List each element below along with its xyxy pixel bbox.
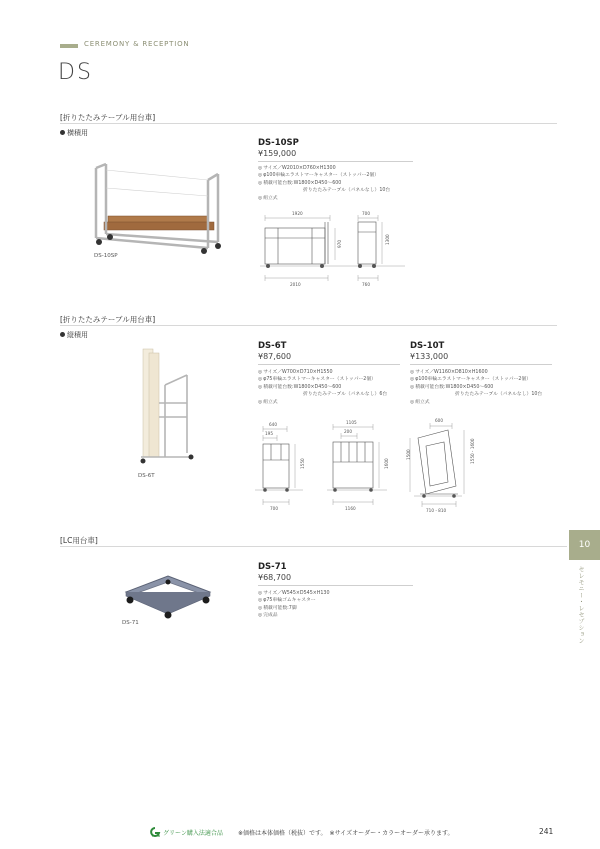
spec-line: ◎ φ100車輪エラストマーキャスター（ストッパー2個） xyxy=(258,172,390,179)
spec-line: ◎ φ75車輪ゴムキャスター xyxy=(258,597,330,604)
ds6t-price: ¥87,600 xyxy=(258,352,292,361)
dim-label: 760 xyxy=(362,282,370,287)
page-title: DS xyxy=(58,60,93,85)
ds71-code: DS-71 xyxy=(258,562,287,572)
section-rule-2 xyxy=(60,325,557,326)
dim-label: 195 xyxy=(265,431,273,436)
section-rule-1 xyxy=(60,123,557,124)
ds10sp-product-image xyxy=(90,160,235,255)
bullet-icon xyxy=(60,130,65,135)
ds71-price: ¥68,700 xyxy=(258,573,292,582)
ds10sp-dimension-diagram xyxy=(260,208,410,293)
dim-label: 1300 xyxy=(385,234,390,245)
green-purchase-icon xyxy=(148,827,162,837)
section-rule-3 xyxy=(60,546,567,547)
category-label: CEREMONY & RECEPTION xyxy=(84,40,190,48)
dim-label: 700 xyxy=(362,211,370,216)
chapter-tab: 10 xyxy=(569,530,600,560)
bullet-icon xyxy=(60,332,65,337)
spec-line: 折りたたみテーブル（パネルなし）6台 xyxy=(303,392,388,398)
spec-line: ◎ 積載可能台数:W1800×D450～600 xyxy=(258,384,387,391)
dim-label: 700 xyxy=(270,506,278,511)
sub-title-1 xyxy=(60,128,88,138)
dim-label: 600 xyxy=(435,418,443,423)
dim-label: 1600 xyxy=(384,458,389,469)
dim-label: 1550・1600 xyxy=(470,438,475,464)
green-purchase-label: グリーン購入法適合品 xyxy=(163,830,223,837)
ds10sp-code: DS-10SP xyxy=(258,138,299,148)
spec-line: ◎ サイズ／W2010×D760×H1300 xyxy=(258,165,390,172)
spec-rule xyxy=(258,364,400,365)
ds10sp-image-label: DS-10SP xyxy=(94,253,118,259)
spec-line: ◎ 積載可能台数:W1800×D450～600 xyxy=(258,180,390,187)
spec-line: ◎ φ75車輪エラストマーキャスター（ストッパー2個） xyxy=(258,376,387,383)
section-title-2: [折りたたみテーブル用台車] xyxy=(60,315,156,324)
ds10t-price: ¥133,000 xyxy=(410,352,449,361)
sub-title-text: 縦積用 xyxy=(67,331,88,339)
footer-note: ※価格は本体価格（税抜）です。 ※サイズオーダー・カラーオーダー承ります。 xyxy=(238,830,454,837)
spec-line: 折りたたみテーブル（パネルなし）10台 xyxy=(303,188,391,194)
dim-label: 1920 xyxy=(292,211,303,216)
spec-line: ◎ サイズ／W1160×D810×H1600 xyxy=(410,369,542,376)
dim-label: 1105 xyxy=(346,420,357,425)
sub-title-text: 横積用 xyxy=(67,129,88,137)
page-number: 241 xyxy=(539,827,554,836)
spec-rule xyxy=(410,364,552,365)
ds6t-image-label: DS-6T xyxy=(138,473,155,479)
spec-rule xyxy=(258,585,413,586)
dim-label: 2010 xyxy=(290,282,301,287)
dim-label: 1160 xyxy=(345,506,356,511)
ds71-image-label: DS-71 xyxy=(122,620,139,626)
section-title-3: [LC用台車] xyxy=(60,536,98,545)
category-bar xyxy=(60,44,78,48)
chapter-label: セレモニー・レセプション xyxy=(577,566,584,644)
spec-line: ◎ φ100車輪エラストマーキャスター（ストッパー2個） xyxy=(410,376,542,383)
spec-line: 折りたたみテーブル（パネルなし）10台 xyxy=(455,392,543,398)
ds10t-specs xyxy=(410,369,542,406)
spec-line: ◎ サイズ／W545×D545×H130 xyxy=(258,590,330,597)
spec-line: ◎ 完成品 xyxy=(258,612,330,619)
ds10t-code: DS-10T xyxy=(410,341,445,351)
ds10sp-price: ¥159,000 xyxy=(258,149,297,158)
spec-line: ◎ 積載可能台数:W1800×D450～600 xyxy=(410,384,542,391)
ds6t-dimension-diagram xyxy=(255,422,400,514)
spec-rule xyxy=(258,161,413,162)
section-title-1: [折りたたみテーブル用台車] xyxy=(60,113,156,122)
ds10t-dimension-diagram xyxy=(400,412,475,514)
dim-label: 970 xyxy=(337,240,342,248)
ds71-specs xyxy=(258,590,330,620)
ds6t-specs xyxy=(258,369,387,406)
dim-label: 200 xyxy=(344,429,352,434)
spec-line: ◎ 積載可能数:7脚 xyxy=(258,605,330,612)
sub-title-2 xyxy=(60,330,88,340)
spec-line: ◎ サイズ／W700×D710×H1550 xyxy=(258,369,387,376)
ds6t-product-image xyxy=(135,345,205,470)
dim-label: 710・810 xyxy=(426,508,447,513)
dim-label: 1550 xyxy=(300,458,305,469)
ds6t-code: DS-6T xyxy=(258,341,287,351)
spec-line: ◎ 組立式 xyxy=(258,399,387,406)
dim-label: 640 xyxy=(269,422,277,427)
ds71-product-image xyxy=(118,570,218,618)
dim-label: 1500 xyxy=(406,449,411,460)
ds10sp-specs xyxy=(258,165,390,202)
spec-line: ◎ 組立式 xyxy=(258,195,390,202)
spec-line: ◎ 組立式 xyxy=(410,399,542,406)
